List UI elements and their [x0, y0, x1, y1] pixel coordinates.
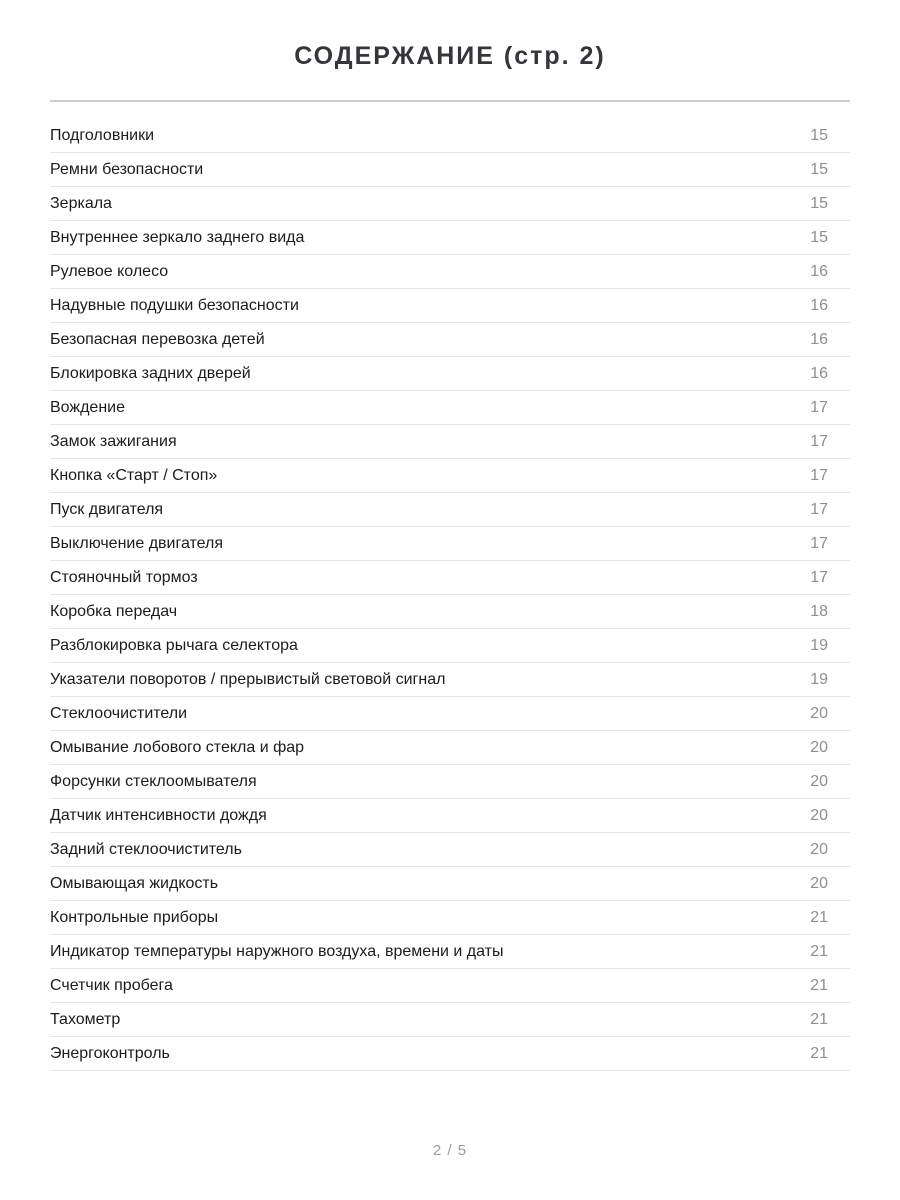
toc-entry-label: Ремни безопасности: [50, 160, 204, 178]
toc-entry-page-number: 17: [810, 398, 828, 416]
toc-entry[interactable]: [50, 935, 850, 969]
toc-entry-label: Датчик интенсивности дождя: [50, 806, 267, 824]
page-indicator: 2 / 5: [432, 1142, 468, 1159]
toc-list: [50, 119, 850, 1071]
toc-entry[interactable]: [50, 391, 850, 425]
toc-entry-page-number: 18: [810, 602, 828, 620]
toc-entry-page-number: 19: [810, 670, 828, 688]
toc-entry[interactable]: [50, 969, 850, 1003]
toc-entry-page-number: 20: [810, 738, 828, 756]
toc-entry[interactable]: [50, 323, 850, 357]
toc-entry-label: Индикатор температуры наружного воздуха, времени и даты: [50, 942, 504, 960]
toc-entry-page-number: 15: [810, 160, 828, 178]
toc-entry[interactable]: [50, 221, 850, 255]
page-title: СОДЕРЖАНИЕ (стр. 2): [294, 42, 606, 70]
toc-entry[interactable]: [50, 425, 850, 459]
toc-entry-label: Вождение: [50, 398, 125, 416]
toc-entry-page-number: 15: [810, 126, 828, 144]
toc-entry-label: Энергоконтроль: [50, 1044, 170, 1062]
toc-entry-page-number: 17: [810, 432, 828, 450]
toc-entry-label: Блокировка задних дверей: [50, 364, 251, 382]
toc-entry[interactable]: [50, 459, 850, 493]
toc-entry-label: Тахометр: [50, 1010, 121, 1028]
toc-entry-page-number: 16: [810, 330, 828, 348]
toc-entry[interactable]: [50, 527, 850, 561]
toc-entry-page-number: 16: [810, 364, 828, 382]
toc-entry-page-number: 20: [810, 840, 828, 858]
toc-entry-page-number: 21: [810, 942, 828, 960]
toc-entry[interactable]: [50, 799, 850, 833]
toc-entry-label: Коробка передач: [50, 602, 178, 620]
toc-entry-label: Форсунки стеклоомывателя: [50, 772, 257, 790]
toc-entry-page-number: 15: [810, 228, 828, 246]
toc-entry-label: Выключение двигателя: [50, 534, 224, 552]
toc-entry-label: Омывание лобового стекла и фар: [50, 738, 305, 756]
toc-entry-label: Надувные подушки безопасности: [50, 296, 299, 314]
toc-entry-label: Стеклоочистители: [50, 704, 188, 722]
toc-entry-page-number: 21: [810, 1044, 828, 1062]
toc-entry[interactable]: [50, 561, 850, 595]
toc-entry[interactable]: [50, 153, 850, 187]
toc-entry[interactable]: [50, 765, 850, 799]
toc-entry[interactable]: [50, 289, 850, 323]
toc-entry-page-number: 16: [810, 296, 828, 314]
toc-entry[interactable]: [50, 187, 850, 221]
toc-entry-page-number: 17: [810, 466, 828, 484]
toc-entry[interactable]: [50, 357, 850, 391]
toc-entry-label: Замок зажигания: [50, 432, 177, 450]
toc-entry-label: Зеркала: [50, 194, 112, 212]
toc-entry[interactable]: [50, 493, 850, 527]
toc-entry-page-number: 17: [810, 568, 828, 586]
toc-entry-label: Кнопка «Старт / Стоп»: [50, 466, 218, 484]
toc-entry-page-number: 19: [810, 636, 828, 654]
toc-entry-page-number: 16: [810, 262, 828, 280]
toc-entry[interactable]: [50, 663, 850, 697]
toc-entry-page-number: 17: [810, 500, 828, 518]
toc-entry-label: Омывающая жидкость: [50, 874, 219, 892]
toc-entry[interactable]: [50, 1037, 850, 1071]
toc-entry-label: Внутреннее зеркало заднего вида: [50, 228, 305, 246]
toc-entry-label: Счетчик пробега: [50, 976, 173, 994]
toc-entry-label: Пуск двигателя: [50, 500, 164, 518]
toc-entry[interactable]: [50, 119, 850, 153]
toc-entry-page-number: 20: [810, 806, 828, 824]
toc-entry[interactable]: [50, 255, 850, 289]
toc-entry-page-number: 21: [810, 908, 828, 926]
toc-entry-label: Стояночный тормоз: [50, 568, 198, 586]
toc-entry[interactable]: [50, 867, 850, 901]
toc-entry-label: Безопасная перевозка детей: [50, 330, 265, 348]
toc-entry[interactable]: [50, 731, 850, 765]
toc-entry-page-number: 20: [810, 874, 828, 892]
toc-entry[interactable]: [50, 833, 850, 867]
toc-entry-label: Контрольные приборы: [50, 908, 219, 926]
toc-entry-page-number: 21: [810, 1010, 828, 1028]
toc-entry-label: Указатели поворотов / прерывистый световой сигнал: [50, 670, 446, 688]
toc-entry-label: Разблокировка рычага селектора: [50, 636, 298, 654]
toc-entry-label: Подголовники: [50, 126, 155, 144]
toc-entry[interactable]: [50, 595, 850, 629]
toc-entry-page-number: 20: [810, 772, 828, 790]
toc-entry[interactable]: [50, 901, 850, 935]
toc-entry[interactable]: [50, 697, 850, 731]
toc-entry-page-number: 20: [810, 704, 828, 722]
toc-entry[interactable]: [50, 1003, 850, 1037]
toc-entry-page-number: 21: [810, 976, 828, 994]
toc-entry[interactable]: [50, 629, 850, 663]
toc-entry-page-number: 15: [810, 194, 828, 212]
toc-entry-page-number: 17: [810, 534, 828, 552]
toc-entry-label: Рулевое колесо: [50, 262, 169, 280]
toc-entry-label: Задний стеклоочиститель: [50, 840, 242, 858]
title-divider: [50, 100, 850, 102]
